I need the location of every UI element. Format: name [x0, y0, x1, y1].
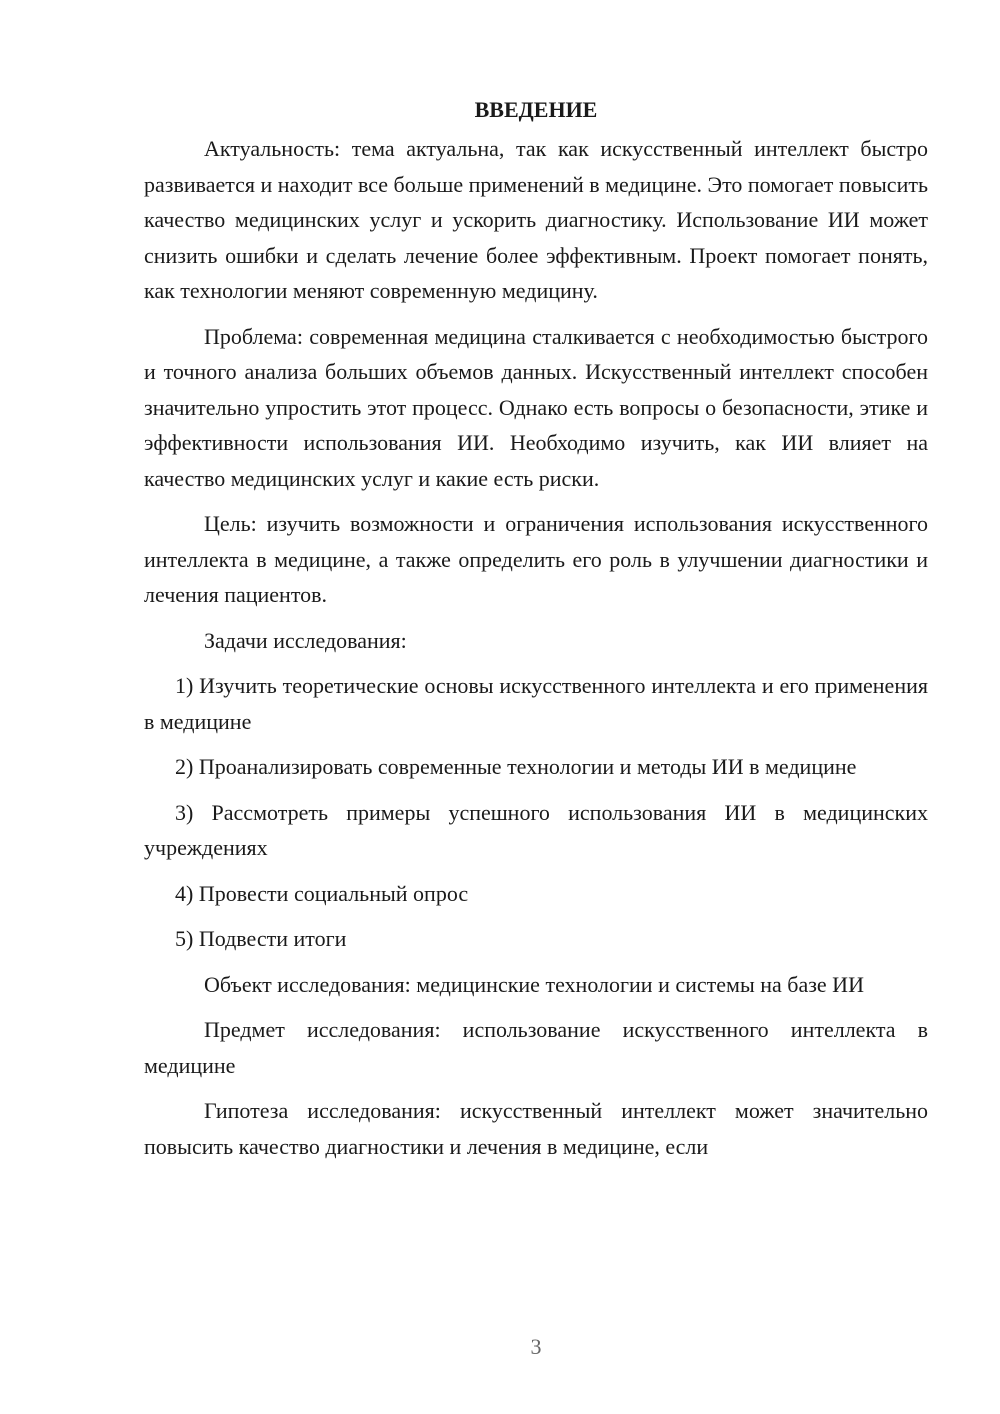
- task-item-3: 3) Рассмотреть примеры успешного использования ИИ в медицинских учреждениях: [144, 799, 928, 860]
- tasks-heading: Задачи исследования:: [204, 627, 407, 653]
- paragraph-problem: Проблема: современная медицина сталкивается с необходимостью быстрого и точного анализа больших объемов данных. Искусственный интеллект способен значительно упростить этот процесс. Однако есть вопросы о безопасности, этике и эффективности использования ИИ. Необходимо изучить, как ИИ влияет на качество медицинских услуг и какие есть риски.: [144, 323, 928, 491]
- task-item-5: 5) Подвести итоги: [175, 926, 347, 951]
- task-item-2: 2) Проанализировать современные технологии и методы ИИ в медицине: [175, 754, 857, 779]
- paragraph-relevance: Актуальность: тема актуальна, так как искусственный интеллект быстро развивается и находит все больше применений в медицине. Это помогает повысить качество медицинских услуг и ускорить диагностику. Использование ИИ может снизить ошибки и сделать лечение более эффективным. Проект помогает понять, как технологии меняют современную медицину.: [144, 136, 928, 303]
- paragraph-subject: Предмет исследования: использование искусственного интеллекта в медицине: [144, 1017, 928, 1078]
- paragraph-hypothesis: Гипотеза исследования: искусственный интеллект может значительно повысить качество диагностики и лечения в медицине, если: [144, 1098, 928, 1159]
- paragraph-object: Объект исследования: медицинские технологии и системы на базе ИИ: [204, 971, 864, 997]
- task-item-4: 4) Провести социальный опрос: [175, 880, 469, 906]
- document-title: ВВЕДЕНИЕ: [474, 97, 598, 122]
- paragraph-goal: Цель: изучить возможности и ограничения использования искусственного интеллекта в медицине, а также определить его роль в улучшении диагностики и лечения пациентов.: [144, 511, 928, 607]
- task-item-1: 1) Изучить теоретические основы искусственного интеллекта и его применения в медицине: [144, 673, 928, 734]
- page-number: 3: [530, 1334, 542, 1359]
- document-page: [144, 95, 928, 1164]
